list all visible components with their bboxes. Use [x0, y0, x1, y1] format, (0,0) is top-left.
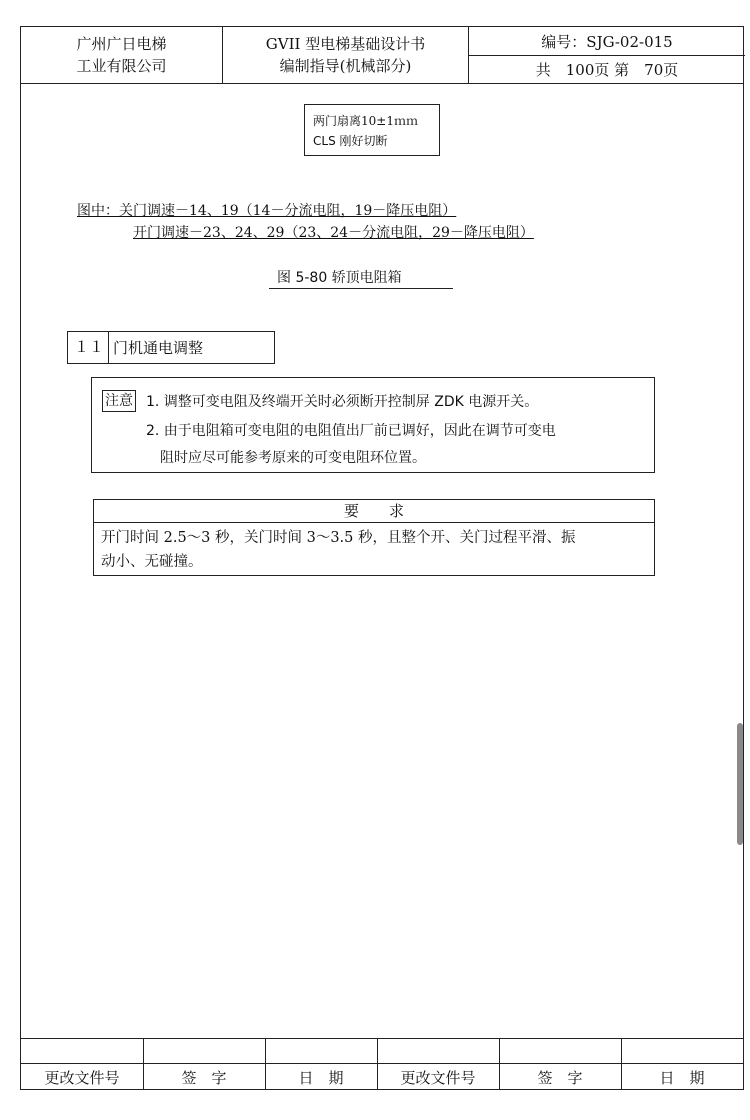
document-title-line2: 编制指导(机械部分)	[279, 57, 412, 75]
requirements-heading: 要 求	[343, 502, 404, 520]
footer-date-label: 日 期	[659, 1068, 705, 1087]
page-info-text: 共 100页 第 70页	[535, 61, 679, 79]
header-bottom-border	[21, 83, 743, 84]
figure-caption-text: 图 5-80 轿顶电阻箱	[277, 270, 402, 286]
figure-legend-line2: 开门调速－23、24、29（23、24－分流电阻，29－降压电阻）	[133, 225, 534, 241]
figure-caption	[269, 267, 453, 289]
note-item-1: 1. 调整可变电阻及终端开关时必须断开控制屏 ZDK 电源开关。	[146, 394, 539, 410]
inset-line1: 两门扇离10±1ｍｍ	[313, 114, 418, 128]
doc-number-text: 编号：SJG-02-015	[541, 32, 673, 51]
document-page	[20, 26, 744, 1090]
footer-signature-label: 签 字	[181, 1068, 227, 1087]
footer-date-label: 日 期	[298, 1068, 344, 1087]
note-label: 注意	[102, 390, 136, 412]
footer-signature-label: 签 字	[537, 1068, 583, 1087]
footer-top-border	[21, 1038, 743, 1039]
section-heading	[67, 331, 275, 364]
footer-change-doc-label: 更改文件号	[44, 1068, 120, 1087]
section-number: １１	[68, 332, 109, 363]
requirements-line2: 动小、无碰撞。	[101, 554, 203, 570]
figure-legend-line1: 图中：关门调速－14、19（14－分流电阻，19－降压电阻）	[77, 203, 457, 219]
figure-inset-box	[304, 104, 440, 156]
document-title-line1: GVII 型电梯基础设计书	[265, 35, 426, 53]
note-item-2-line2: 阻时应尽可能参考原来的可变电阻环位置。	[160, 450, 426, 466]
header-company-cell	[21, 27, 223, 83]
company-name-line1: 广州广日电梯	[76, 35, 167, 53]
requirements-line1: 开门时间 2.5～3 秒，关门时间 3～3.5 秒，且整个开、关门过程平滑、振	[101, 530, 576, 546]
company-name-line2: 工业有限公司	[76, 57, 167, 75]
header-page-info	[469, 56, 745, 83]
section-title: 门机通电调整	[113, 339, 204, 357]
header-doc-number	[469, 27, 745, 55]
scrollbar-thumb[interactable]	[737, 723, 743, 845]
footer-change-doc-label: 更改文件号	[400, 1068, 476, 1087]
inset-line2: CLS 刚好切断	[313, 134, 388, 148]
note-box	[91, 377, 655, 473]
note-item-2-line1: 2. 由于电阻箱可变电阻的电阻值出厂前已调好，因此在调节可变电	[146, 423, 556, 439]
requirements-table	[93, 499, 655, 576]
requirements-divider	[94, 522, 654, 523]
header-title-cell	[223, 27, 469, 83]
